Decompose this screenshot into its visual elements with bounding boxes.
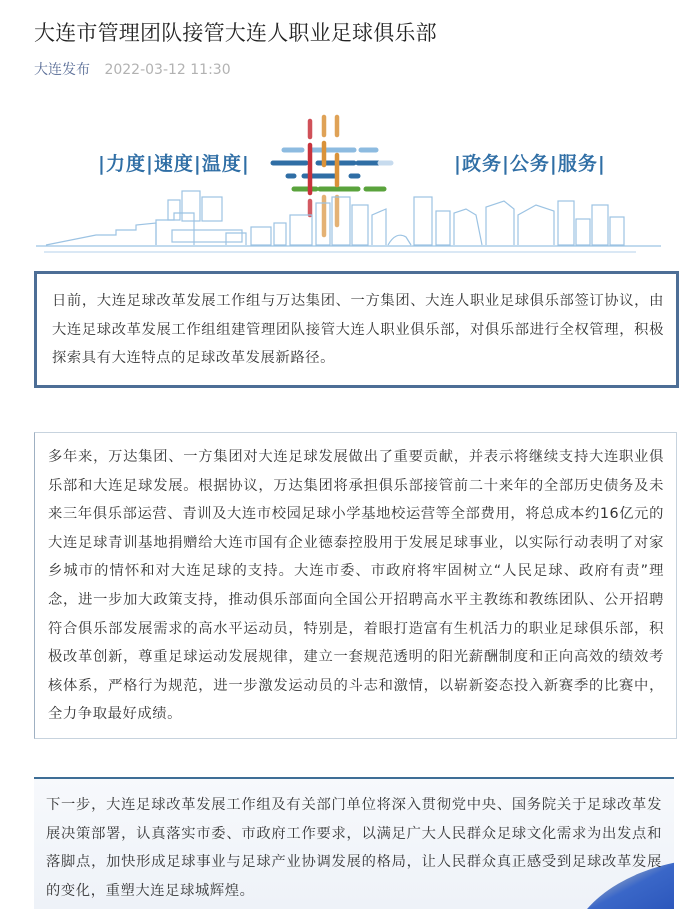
banner-image <box>36 105 666 257</box>
skyline-icon <box>36 191 661 252</box>
author-link[interactable]: 大连发布 <box>34 62 90 78</box>
article-title: 大连市管理团队接管大连人职业足球俱乐部 <box>34 21 437 45</box>
intro-highlight-box <box>34 271 679 388</box>
skyline-logo-illustration <box>36 105 666 257</box>
slogan-left: |力度|速度|温度| <box>98 153 250 175</box>
paragraph-intro: 日前，大连足球改革发展工作组与万达集团、一方集团、大连人职业足球俱乐部签订协议，由大连足球改革发展工作组组建管理团队接管大连人职业俱乐部，对俱乐部进行全权管理，积极探索具有大连特点的足球改革发展新路径。 <box>52 293 664 367</box>
publish-time: 2022-03-12 11:30 <box>104 62 231 78</box>
slogan-right: |政务|公务|服务| <box>454 153 606 175</box>
paragraph-body: 多年来，万达集团、一方集团对大连足球发展做出了重要贡献，并表示将继续支持大连职业俱乐部和大连足球发展。根据协议，万达集团将承担俱乐部接管前二十来年的全部历史债务及未来三年俱乐部运营、青训及大连市校园足球小学基地校运营等全部费用，将总成本约16亿元的大连足球青训基地捐赠给大连市国有企业德泰控股用于发展足球事业，以实际行动表明了对家乡城市的情怀和对大连足球的支持。大连市委、市政府将牢固树立“人民足球、政府有责”理念，进一步加大政策支持，推动俱乐部面向全国公开招聘高水平主教练和教练团队、公开招聘符合俱乐部发展需求的高水平运动员，特别是，着眼打造富有生机活力的职业足球俱乐部，积极改革创新，尊重足球运动发展规律，建立一套规范透明的阳光薪酬制度和正向高效的绩效考核体系，严格行为规范，进一步激发运动员的斗志和激情，以崭新姿态投入新赛季的比赛中，全力争取最好成绩。 <box>48 449 664 723</box>
body-text-box <box>34 432 677 739</box>
next-steps-box <box>34 777 674 909</box>
article-meta <box>34 60 231 80</box>
paragraph-next-steps: 下一步，大连足球改革发展工作组及有关部门单位将深入贯彻党中央、国务院关于足球改革发展决策部署，认真落实市委、市政府工作要求，以满足广大人民群众足球文化需求为出发点和落脚点，加快形成足球事业与足球产业协调发展的格局，让人民群众真正感受到足球改革发展的变化，重塑大连足球城辉煌。 <box>46 797 662 899</box>
